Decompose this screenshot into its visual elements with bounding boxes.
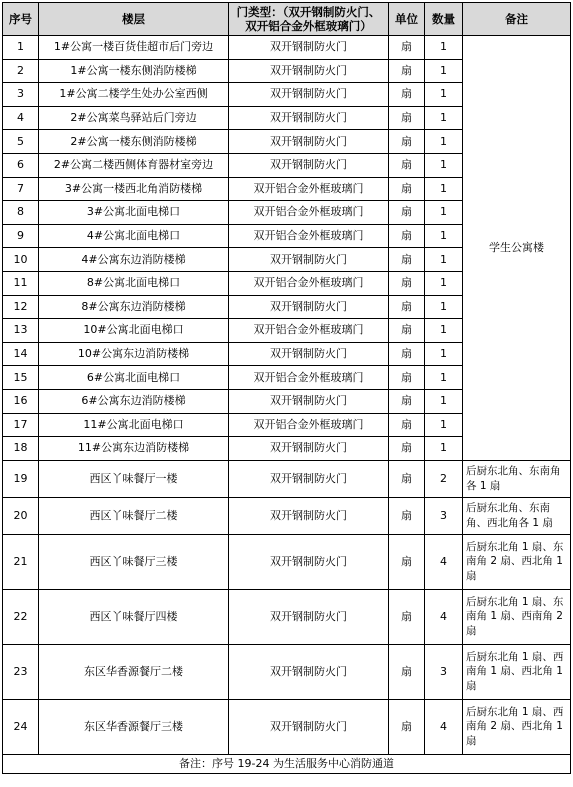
header-door-type: 门类型：（双开钢制防火门、双开铝合金外框玻璃门）: [229, 3, 389, 36]
door-type-cell: 双开钢制防火门: [229, 295, 389, 319]
door-type-cell: 双开钢制防火门: [229, 497, 389, 534]
floor-cell: 西区丫味餐厅三楼: [39, 534, 229, 589]
floor-cell: 6#公寓北面电梯口: [39, 366, 229, 390]
door-type-cell: 双开钢制防火门: [229, 644, 389, 699]
floor-cell: 2#公寓菜鸟驿站后门旁边: [39, 106, 229, 130]
floor-cell: 4#公寓东边消防楼梯: [39, 248, 229, 272]
qty-cell: 1: [425, 106, 463, 130]
seq-cell: 17: [3, 413, 39, 437]
floor-cell: 11#公寓东边消防楼梯: [39, 437, 229, 461]
unit-cell: 扇: [389, 106, 425, 130]
fire-door-table: [2, 2, 571, 774]
unit-cell: 扇: [389, 130, 425, 154]
unit-cell: 扇: [389, 319, 425, 343]
door-type-cell: 双开钢制防火门: [229, 437, 389, 461]
qty-cell: 1: [425, 413, 463, 437]
door-type-cell: 双开钢制防火门: [229, 248, 389, 272]
seq-cell: 22: [3, 589, 39, 644]
door-type-cell: 双开铝合金外框玻璃门: [229, 413, 389, 437]
unit-cell: 扇: [389, 224, 425, 248]
unit-cell: 扇: [389, 36, 425, 60]
header-row: [3, 3, 571, 36]
qty-cell: 1: [425, 437, 463, 461]
floor-cell: 西区丫味餐厅四楼: [39, 589, 229, 644]
table-row: [3, 460, 571, 497]
seq-cell: 1: [3, 36, 39, 60]
qty-cell: 1: [425, 59, 463, 83]
door-type-cell: 双开钢制防火门: [229, 589, 389, 644]
door-type-cell: 双开钢制防火门: [229, 342, 389, 366]
door-type-cell: 双开钢制防火门: [229, 534, 389, 589]
remark-cell: 后厨东北角 1 扇、东南角 2 扇、西北角 1 扇: [463, 534, 571, 589]
table-row: [3, 589, 571, 644]
qty-cell: 1: [425, 224, 463, 248]
qty-cell: 4: [425, 699, 463, 754]
door-type-cell: 双开铝合金外框玻璃门: [229, 366, 389, 390]
floor-cell: 1#公寓二楼学生处办公室西侧: [39, 83, 229, 107]
unit-cell: 扇: [389, 295, 425, 319]
floor-cell: 11#公寓北面电梯口: [39, 413, 229, 437]
qty-cell: 3: [425, 497, 463, 534]
footer-note: 备注：序号 19-24 为生活服务中心消防通道: [3, 754, 571, 773]
qty-cell: 1: [425, 130, 463, 154]
door-type-cell: 双开铝合金外框玻璃门: [229, 201, 389, 225]
floor-cell: 2#公寓二楼西侧体育器材室旁边: [39, 153, 229, 177]
qty-cell: 1: [425, 248, 463, 272]
unit-cell: 扇: [389, 342, 425, 366]
unit-cell: 扇: [389, 201, 425, 225]
seq-cell: 6: [3, 153, 39, 177]
floor-cell: 2#公寓一楼东侧消防楼梯: [39, 130, 229, 154]
floor-cell: 东区华香源餐厅三楼: [39, 699, 229, 754]
floor-cell: 1#公寓一楼东侧消防楼梯: [39, 59, 229, 83]
table-row: [3, 497, 571, 534]
seq-cell: 4: [3, 106, 39, 130]
qty-cell: 1: [425, 153, 463, 177]
unit-cell: 扇: [389, 413, 425, 437]
header-floor: 楼层: [39, 3, 229, 36]
qty-cell: 4: [425, 589, 463, 644]
qty-cell: 1: [425, 83, 463, 107]
unit-cell: 扇: [389, 59, 425, 83]
unit-cell: 扇: [389, 366, 425, 390]
qty-cell: 1: [425, 366, 463, 390]
seq-cell: 19: [3, 460, 39, 497]
seq-cell: 10: [3, 248, 39, 272]
qty-cell: 3: [425, 644, 463, 699]
unit-cell: 扇: [389, 497, 425, 534]
remark-cell: 后厨东北角、东南角、西北角各 1 扇: [463, 497, 571, 534]
remark-cell: 后厨东北角 1 扇、东南角 1 扇、西南角 2 扇: [463, 589, 571, 644]
seq-cell: 16: [3, 389, 39, 413]
unit-cell: 扇: [389, 177, 425, 201]
door-type-cell: 双开钢制防火门: [229, 130, 389, 154]
door-type-cell: 双开铝合金外框玻璃门: [229, 177, 389, 201]
seq-cell: 12: [3, 295, 39, 319]
seq-cell: 23: [3, 644, 39, 699]
floor-cell: 4#公寓北面电梯口: [39, 224, 229, 248]
table-row: [3, 36, 571, 60]
seq-cell: 20: [3, 497, 39, 534]
qty-cell: 1: [425, 342, 463, 366]
door-type-cell: 双开铝合金外框玻璃门: [229, 319, 389, 343]
door-type-cell: 双开钢制防火门: [229, 460, 389, 497]
seq-cell: 2: [3, 59, 39, 83]
qty-cell: 1: [425, 177, 463, 201]
floor-cell: 西区丫味餐厅二楼: [39, 497, 229, 534]
floor-cell: 西区丫味餐厅一楼: [39, 460, 229, 497]
unit-cell: 扇: [389, 83, 425, 107]
seq-cell: 9: [3, 224, 39, 248]
door-type-cell: 双开钢制防火门: [229, 83, 389, 107]
floor-cell: 10#公寓北面电梯口: [39, 319, 229, 343]
qty-cell: 1: [425, 319, 463, 343]
header-qty: 数量: [425, 3, 463, 36]
floor-cell: 8#公寓东边消防楼梯: [39, 295, 229, 319]
unit-cell: 扇: [389, 699, 425, 754]
seq-cell: 13: [3, 319, 39, 343]
unit-cell: 扇: [389, 644, 425, 699]
door-type-cell: 双开铝合金外框玻璃门: [229, 271, 389, 295]
header-unit: 单位: [389, 3, 425, 36]
unit-cell: 扇: [389, 437, 425, 461]
seq-cell: 14: [3, 342, 39, 366]
seq-cell: 15: [3, 366, 39, 390]
unit-cell: 扇: [389, 534, 425, 589]
door-type-cell: 双开钢制防火门: [229, 106, 389, 130]
seq-cell: 24: [3, 699, 39, 754]
qty-cell: 1: [425, 271, 463, 295]
header-remark: 备注: [463, 3, 571, 36]
qty-cell: 2: [425, 460, 463, 497]
floor-cell: 3#公寓一楼西北角消防楼梯: [39, 177, 229, 201]
door-type-cell: 双开铝合金外框玻璃门: [229, 224, 389, 248]
door-type-cell: 双开钢制防火门: [229, 59, 389, 83]
table-row: [3, 644, 571, 699]
door-type-cell: 双开钢制防火门: [229, 36, 389, 60]
table-row: [3, 699, 571, 754]
floor-cell: 10#公寓东边消防楼梯: [39, 342, 229, 366]
table-row: [3, 534, 571, 589]
header-seq: 序号: [3, 3, 39, 36]
table-body: [3, 36, 571, 774]
remark-cell: 后厨东北角 1 扇、西南角 1 扇、西北角 1 扇: [463, 644, 571, 699]
qty-cell: 1: [425, 295, 463, 319]
unit-cell: 扇: [389, 153, 425, 177]
door-type-cell: 双开钢制防火门: [229, 153, 389, 177]
door-type-cell: 双开钢制防火门: [229, 389, 389, 413]
seq-cell: 3: [3, 83, 39, 107]
door-type-cell: 双开钢制防火门: [229, 699, 389, 754]
floor-cell: 东区华香源餐厅二楼: [39, 644, 229, 699]
floor-cell: 6#公寓东边消防楼梯: [39, 389, 229, 413]
remark-cell: 后厨东北角、东南角各 1 扇: [463, 460, 571, 497]
qty-cell: 4: [425, 534, 463, 589]
unit-cell: 扇: [389, 271, 425, 295]
floor-cell: 8#公寓北面电梯口: [39, 271, 229, 295]
floor-cell: 1#公寓一楼百货佳超市后门旁边: [39, 36, 229, 60]
qty-cell: 1: [425, 201, 463, 225]
seq-cell: 21: [3, 534, 39, 589]
floor-cell: 3#公寓北面电梯口: [39, 201, 229, 225]
unit-cell: 扇: [389, 248, 425, 272]
seq-cell: 8: [3, 201, 39, 225]
unit-cell: 扇: [389, 389, 425, 413]
seq-cell: 18: [3, 437, 39, 461]
footer-row: [3, 754, 571, 773]
merged-remark-cell: 学生公寓楼: [463, 36, 571, 461]
qty-cell: 1: [425, 36, 463, 60]
seq-cell: 11: [3, 271, 39, 295]
unit-cell: 扇: [389, 589, 425, 644]
remark-cell: 后厨东北角 1 扇、西南角 2 扇、西北角 1 扇: [463, 699, 571, 754]
seq-cell: 5: [3, 130, 39, 154]
qty-cell: 1: [425, 389, 463, 413]
unit-cell: 扇: [389, 460, 425, 497]
seq-cell: 7: [3, 177, 39, 201]
